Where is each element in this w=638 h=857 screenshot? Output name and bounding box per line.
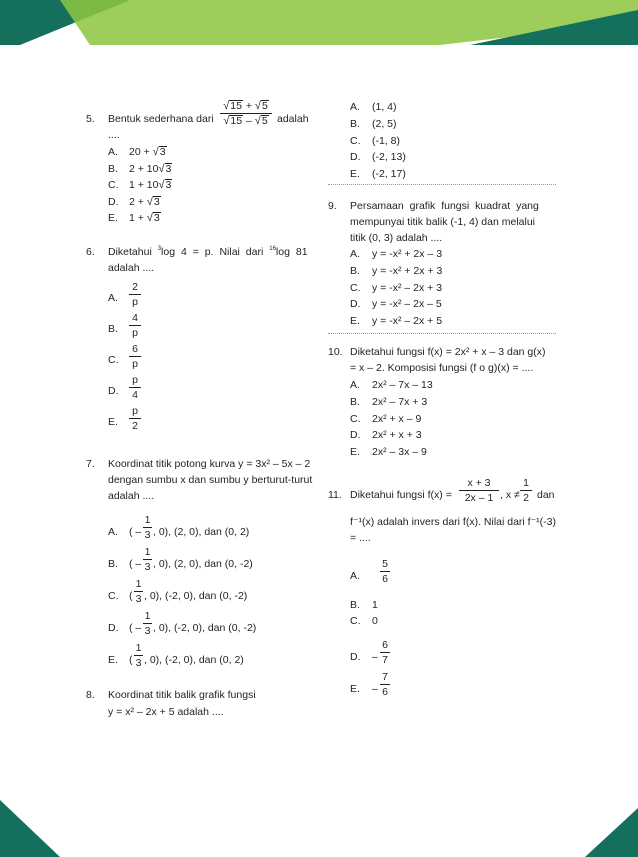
divider [328,333,556,334]
option-text [129,163,172,175]
option-text: , 0), (-2, 0), dan (0, -2) [144,590,248,602]
option-text: 2x² – 7x – 13 [372,379,433,391]
option-open: ( – [129,622,142,634]
question-text: adalah .... [108,262,155,274]
option-label: B. [108,162,118,175]
sqrt-icon: √ [146,195,153,208]
option-label: A. [350,379,360,391]
option-fraction [129,312,141,340]
denominator: 3 [144,529,151,541]
sqrt-icon: √ [158,179,165,191]
question-text-tail: adalah [277,113,309,125]
numerator: 1 [144,546,151,558]
question-text: Diketahui fungsi f(x) = 2x² + x – 3 dan g(x) [350,346,546,358]
option-prefix: 2 + [129,195,147,208]
option-text: (-1, 8) [372,134,401,147]
numerator: 1 [144,610,151,622]
question-text: dan [537,489,555,501]
option-text: y = -x² – 2x – 5 [372,298,442,311]
option-label: C. [108,354,119,366]
numerator: 1 [144,514,151,526]
option-root: 3 [165,162,172,175]
numerator: p [129,374,141,388]
sqrt-icon: √ [158,162,165,175]
option-prefix: 1 + [129,212,147,224]
sqrt-icon: √ [152,146,159,158]
option-open: ( [129,590,133,602]
option-label: E. [350,315,360,328]
numerator: 7 [380,671,390,685]
option-label: E. [350,168,360,181]
bottom-left-banner [0,800,60,857]
option-label: C. [108,179,119,191]
question-number: 8. [86,689,95,701]
fraction: $\frac{x + 3}{2x - 1}$ [459,477,499,505]
option-label: E. [108,654,118,666]
option-label: C. [350,412,361,425]
option-text: 2x² – 3x – 9 [372,446,427,459]
option-fraction [129,405,141,433]
option-label: D. [108,195,119,208]
denominator: p [132,296,138,308]
option-fraction [143,514,152,542]
question-number: 11. [328,489,342,501]
option-text: (1, 4) [372,101,397,113]
denominator: 7 [382,654,388,666]
denominator: 3 [135,657,142,669]
question-number: 5. [86,113,95,125]
option-label: A. [350,248,360,260]
question-text: Diketahui fungsi f(x) = [350,489,452,501]
option-text [129,196,161,208]
question-text: adalah .... [108,490,155,502]
option-label: B. [350,395,360,408]
denominator: 3 [135,593,142,605]
denominator: p [132,358,138,370]
option-sign: – [372,683,378,695]
question-number: 6. [86,246,95,258]
numerator: p [129,405,141,419]
option-label: B. [350,599,360,611]
denominator: 4 [132,389,138,401]
numerator: 1 [135,578,142,590]
denominator: p [132,327,138,339]
option-fraction [380,639,390,667]
question-dots: .... [108,129,120,141]
question-text: f⁻¹(x) adalah invers dari f(x). Nilai dari f⁻¹(-3) [350,516,556,528]
option-label: D. [350,151,361,164]
option-open: ( – [129,558,142,570]
divider [328,184,556,185]
question-text: dengan sumbu x dan sumbu y berturut-turut [108,474,313,486]
option-label: E. [350,683,360,695]
question-text: Persamaan grafik fungsi kuadrat yang [350,200,539,212]
option-text: y = -x² – 2x + 3 [372,281,443,294]
sqrt-icon: √ [146,212,153,224]
question-text: Bentuk sederhana dari [108,113,214,125]
option-text [129,179,172,191]
option-text [129,212,161,224]
question-text: y = x² – 2x + 5 adalah .... [108,706,224,718]
option-label: E. [108,416,118,428]
option-open: ( [129,654,133,666]
question-number: 9. [328,200,337,212]
numerator: 4 [129,312,141,326]
option-label: A. [108,146,118,158]
option-label: A. [350,570,360,582]
question-text: Diketahui $^3$log 4 = p. Nilai dari $^{16}$log 81 [108,246,308,258]
question-number: 10. [328,346,343,358]
option-label: A. [350,101,360,113]
option-text: 0 [372,615,378,627]
denominator: 6 [382,686,388,698]
denominator: 3 [144,561,151,573]
option-text: y = -x² + 2x + 3 [372,264,443,277]
question-text: = x – 2. Komposisi fungsi (f o g)(x) = .... [350,362,534,374]
numerator: 2 [129,281,141,295]
question-text: , x ≠ [500,489,520,501]
option-fraction [380,671,390,699]
option-prefix: 1 + 10 [129,179,159,191]
option-label: B. [350,117,360,130]
option-label: C. [108,590,119,602]
option-root: 3 [153,212,160,224]
option-text: 2x² + x + 3 [372,429,422,442]
numerator: 6 [129,343,141,357]
option-fraction [134,642,143,670]
denominator: 6 [382,573,388,585]
numerator: 1 [135,642,142,654]
option-text: y = -x² + 2x – 3 [372,248,443,260]
question-text: titik (0, 3) adalah .... [350,232,443,244]
option-label: D. [350,429,361,442]
question-text: Koordinat titik potong kurva y = 3x² – 5x – 2 [108,458,311,470]
option-text: y = -x² – 2x + 5 [372,315,443,328]
question-text: = .... [350,532,371,544]
option-label: A. [108,526,118,538]
option-fraction [129,374,141,402]
option-text: (-2, 17) [372,168,406,181]
option-root: 3 [153,195,160,208]
option-text: 1 [372,599,378,611]
option-label: E. [108,212,118,224]
option-fraction [134,578,143,606]
option-root: 3 [165,179,172,191]
option-text: (-2, 13) [372,151,406,164]
option-fraction [380,558,390,586]
option-text: , 0), (2, 0), dan (0, -2) [153,558,253,570]
option-fraction [129,343,141,371]
option-text: 2x² + x – 9 [372,412,422,425]
option-label: D. [350,298,361,311]
option-text: 2x² – 7x + 3 [372,395,428,408]
option-prefix: 2 + 10 [129,162,159,175]
option-label: B. [108,558,118,570]
option-label: D. [108,385,119,397]
option-open: ( – [129,526,142,538]
option-label: C. [350,281,361,294]
option-text [129,146,167,158]
option-text: , 0), (2, 0), dan (0, 2) [153,526,250,538]
option-fraction [143,610,152,638]
option-label: C. [350,134,361,147]
bottom-right-banner [585,808,638,857]
fraction: $\frac{1}{2}$ [520,477,532,505]
question-number: 7. [86,458,95,470]
option-text: , 0), (-2, 0), dan (0, -2) [153,622,257,634]
question-text: Koordinat titik balik grafik fungsi [108,689,256,701]
option-prefix: 20 + [129,146,153,158]
option-fraction [143,546,152,574]
option-label: D. [108,622,119,634]
option-label: A. [108,292,118,304]
option-label: B. [108,323,118,335]
option-sign: – [372,651,378,663]
option-label: E. [350,446,360,459]
numerator: 5 [380,558,390,572]
option-text: (2, 5) [372,117,397,130]
option-fraction [129,281,141,309]
numerator: 6 [380,639,390,653]
option-root: 3 [159,146,166,158]
question-text: mempunyai titik balik (-1, 4) dan melalui [350,216,535,228]
option-label: C. [350,615,361,627]
option-text: , 0), (-2, 0), dan (0, 2) [144,654,244,666]
option-label: D. [350,651,361,663]
denominator: 3 [144,625,151,637]
option-label: B. [350,264,360,277]
denominator: 2 [132,420,138,432]
fraction: $\frac{√15 + √5}{√15 - √5}$ [220,100,272,128]
